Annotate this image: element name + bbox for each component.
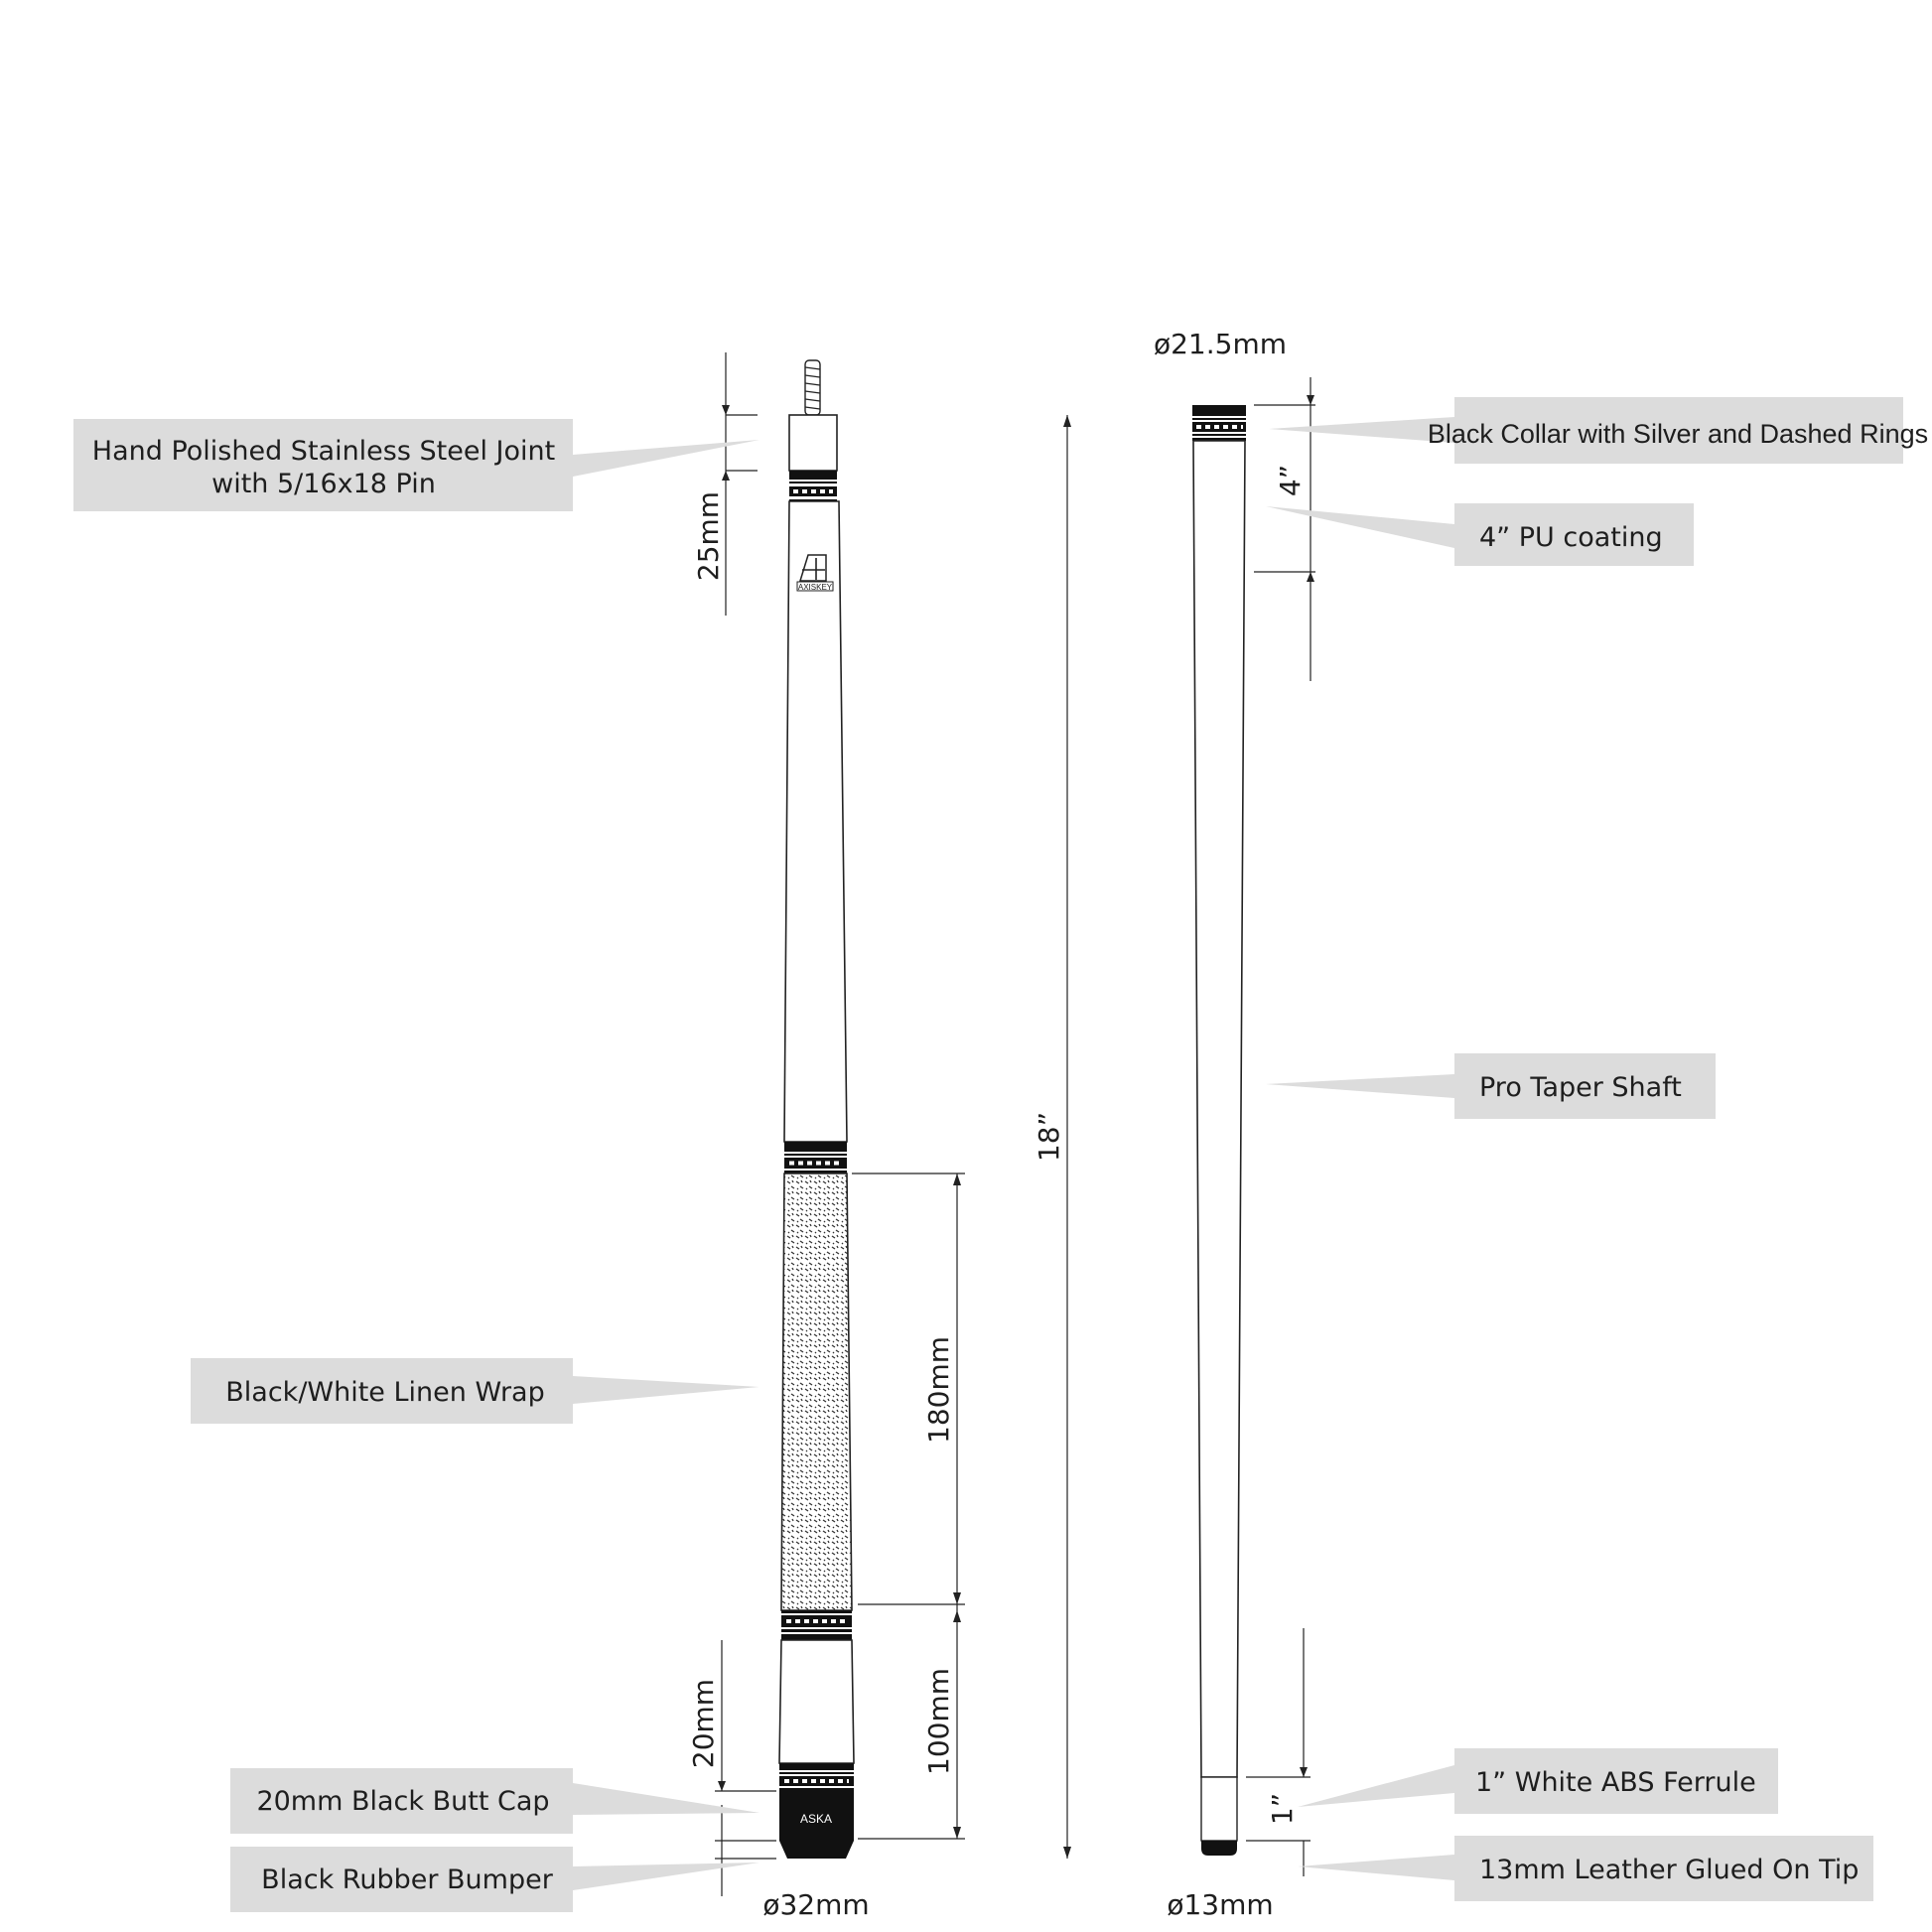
abs-ferrule [1201, 1777, 1237, 1841]
callout-joint-line2: with 5/16x18 Pin [211, 469, 436, 499]
dim-wrap-label: 180mm [922, 1336, 955, 1444]
butt-rings [779, 1763, 854, 1791]
dim-collar-diameter: ø21.5mm [1153, 328, 1288, 360]
callout-butt-cap-label: 20mm Black Butt Cap [256, 1786, 550, 1817]
callout-joint [73, 419, 759, 511]
joint-pin [805, 360, 820, 415]
callout-taper-label: Pro Taper Shaft [1479, 1072, 1682, 1103]
callout-collar-label: Black Collar with Silver and Dashed Rings [1427, 419, 1929, 449]
callout-tip [1298, 1836, 1873, 1901]
callout-collar [1269, 397, 1928, 464]
callout-butt-cap [230, 1768, 759, 1834]
lower-wrap-rings [781, 1610, 852, 1640]
callout-taper [1266, 1053, 1716, 1119]
callout-wrap-label: Black/White Linen Wrap [225, 1377, 545, 1408]
dim-coating [1254, 377, 1315, 681]
pro-taper-shaft [1193, 441, 1245, 1777]
callout-ferrule-label: 1” White ABS Ferrule [1475, 1767, 1756, 1798]
dim-ferrule-label: 1” [1266, 1792, 1299, 1826]
logo-text: AXISKEY [797, 583, 833, 592]
forearm-rings [789, 471, 837, 501]
dim-cap-label: 20mm [687, 1678, 720, 1769]
butt-cap-brand: ASKA [799, 1812, 833, 1826]
callout-bumper [230, 1847, 759, 1912]
stainless-joint [789, 415, 837, 471]
shaft-collar [1192, 405, 1246, 416]
dim-joint-label: 25mm [692, 490, 725, 582]
callout-wrap [191, 1358, 759, 1424]
forearm [784, 501, 847, 1142]
shaft-section [1192, 405, 1246, 1856]
callout-coating [1266, 503, 1694, 566]
butt-sleeve [779, 1640, 854, 1763]
leather-tip [1201, 1841, 1237, 1856]
dim-joint [692, 352, 758, 616]
dim-butt-diameter: ø32mm [762, 1888, 870, 1921]
dim-wrap [852, 1173, 965, 1604]
dim-bumper [715, 1805, 776, 1896]
linen-wrap [781, 1173, 852, 1610]
butt-section [779, 360, 854, 1859]
callout-ferrule [1298, 1748, 1778, 1814]
dim-total [1033, 415, 1071, 1859]
rubber-bumper [779, 1841, 854, 1859]
dim-cap [687, 1640, 776, 1791]
callout-joint-line1: Hand Polished Stainless Steel Joint [91, 436, 556, 467]
callout-coating-label: 4” PU coating [1479, 522, 1663, 553]
dim-coating-label: 4” [1274, 464, 1307, 497]
callout-bumper-label: Black Rubber Bumper [261, 1864, 553, 1895]
dim-lower-label: 100mm [922, 1668, 955, 1775]
upper-wrap-rings [784, 1142, 847, 1173]
callout-tip-label: 13mm Leather Glued On Tip [1479, 1855, 1860, 1885]
dim-lower [858, 1604, 965, 1839]
dim-ferrule [1246, 1628, 1311, 1876]
dim-tip-diameter: ø13mm [1167, 1888, 1274, 1921]
dim-total-label: 18” [1033, 1111, 1065, 1163]
